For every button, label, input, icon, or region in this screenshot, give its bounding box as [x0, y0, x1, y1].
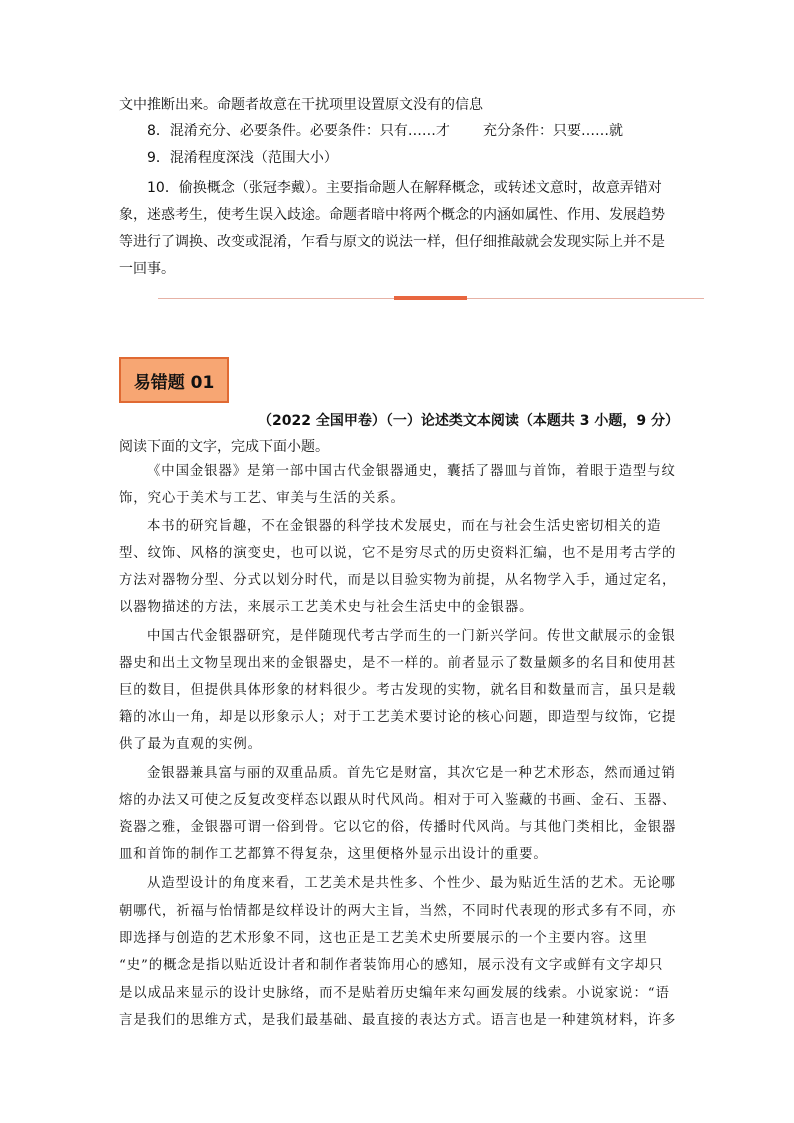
passage-line: 瓷器之雅，金银器可谓一俗到骨。它以它的俗，传播时代风尚。与其他门类相比，金银器: [119, 820, 677, 835]
list-item-10-line: 象，迷惑考生，使考生误入歧途。命题者暗中将两个概念的内涵如属性、作用、发展趋势: [119, 207, 665, 223]
passage-line: 皿和首饰的制作工艺都算不得复杂，这里便格外显示出设计的重要。: [119, 847, 548, 862]
passage-line: 本书的研究旨趣，不在金银器的科学技术发展史，而在与社会生活史密切相关的造: [147, 519, 662, 534]
list-item-10: 10．偷换概念（张冠李戴）。主要指命题人在解释概念，或转述文意时，故意弄错对: [147, 180, 662, 196]
passage-line: 饰，究心于美术与工艺、审美与生活的关系。: [119, 491, 405, 506]
list-item-10-line: 等进行了调换、改变或混淆，乍看与原文的说法一样，但仔细推敲就会发现实际上并不是: [119, 234, 665, 250]
passage-line: 言是我们的思维方式，是我们最基础、最直接的表达方式。语言也是一种建筑材料，许多: [119, 1013, 677, 1028]
passage-line: “史”的概念是指以贴近设计者和制作者装饰用心的感知，展示没有文字或鲜有文字却只: [119, 958, 664, 973]
passage-line: 方法对器物分型、分式以划分时代，而是以目验实物为前提，从名物学入手，通过定名，: [119, 573, 677, 588]
section-badge: 易错题 01: [119, 357, 229, 403]
passage-line: 金银器兼具富与丽的双重品质。首先它是财富，其次它是一种艺术形态，然而通过销: [147, 766, 676, 781]
passage-line: 从造型设计的角度来看，工艺美术是共性多、个性少、最为贴近生活的艺术。无论哪: [147, 876, 676, 891]
passage-line: 中国古代金银器研究，是伴随现代考古学而生的一门新兴学问。传世文献展示的金银: [147, 629, 676, 644]
passage-line: 即选择与创造的艺术形象不同，这也正是工艺美术史所要展示的一个主要内容。这里: [119, 931, 648, 946]
passage-line: 器史和出土文物呈现出来的金银器史，是不一样的。前者显示了数量颇多的名目和使用甚: [119, 656, 677, 671]
paragraph-line: 文中推断出来。命题者故意在干扰项里设置原文没有的信息: [119, 97, 483, 113]
passage-line: 以器物描述的方法，来展示工艺美术史与社会生活史中的金银器。: [119, 600, 534, 615]
passage-line: 巨的数目，但提供具体形象的材料很少。考古发现的实物，就名目和数量而言，虽只是载: [119, 683, 677, 698]
passage-line: 籍的冰山一角，却是以形象示人；对于工艺美术要讨论的核心问题，即造型与纹饰，它提: [119, 710, 677, 725]
question-instruction: 阅读下面的文字，完成下面小题。: [119, 439, 329, 455]
passage-line: 朝哪代，祈福与怡情都是纹样设计的两大主旨，当然，不同时代表现的形式多有不同，亦: [119, 904, 677, 919]
question-heading: （2022 全国甲卷）（一）论述类文本阅读（本题共 3 小题，9 分）: [258, 413, 679, 429]
passage-line: 型、纹饰、风格的演变史，也可以说，它不是穷尽式的历史资料汇编，也不是用考古学的: [119, 546, 677, 561]
passage-line: 熔的办法又可使之反复改变样态以跟从时代风尚。相对于可入鉴藏的书画、金石、玉器、: [119, 793, 677, 808]
list-item-8-sufficient: 充分条件：只要……就: [483, 123, 623, 139]
passage-line: 是以成品来显示的设计史脉络，而不是贴着历史编年来勾画发展的线索。小说家说：“语: [119, 986, 670, 1001]
list-item-9: 9．混淆程度深浅（范围大小）: [147, 150, 338, 166]
list-item-8: 8．混淆充分、必要条件。必要条件：只有……才: [147, 123, 450, 139]
passage-line: 《中国金银器》是第一部中国古代金银器通史，囊括了器皿与首饰，着眼于造型与纹: [147, 464, 676, 479]
passage-line: 供了最为直观的实例。: [119, 737, 262, 752]
list-item-10-line: 一回事。: [119, 261, 175, 277]
